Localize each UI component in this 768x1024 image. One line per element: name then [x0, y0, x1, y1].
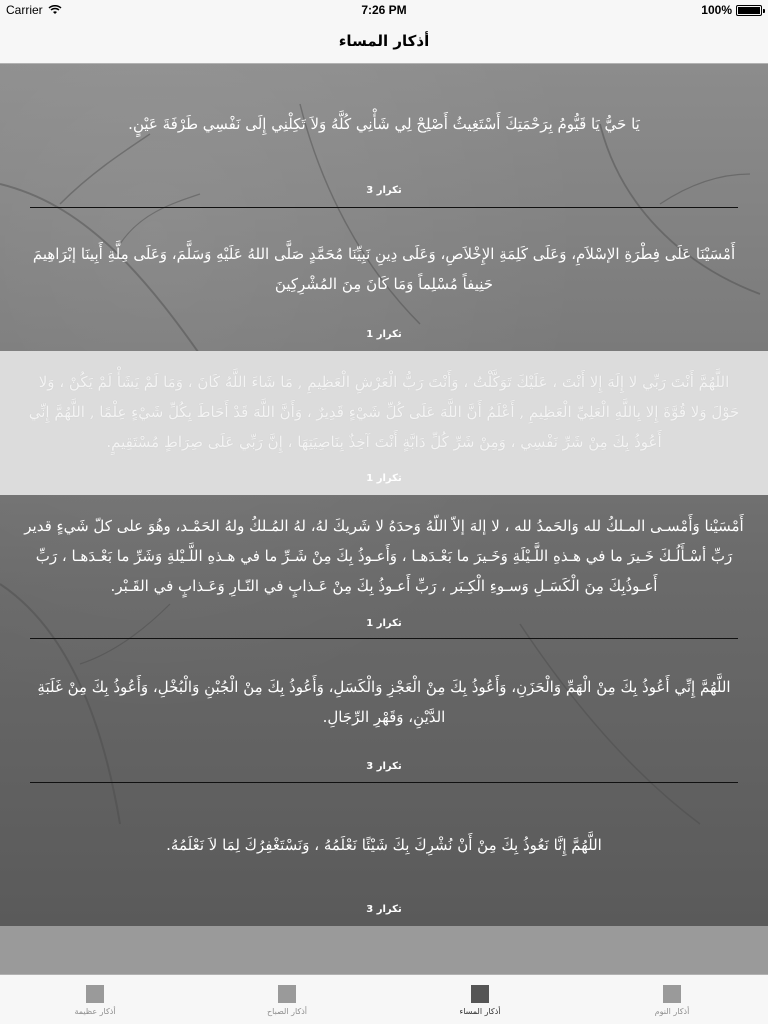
repeat-count: تكرار 1	[366, 329, 402, 340]
tab-label: أذكار الصباح	[266, 1007, 308, 1016]
carrier-label: Carrier	[6, 3, 43, 17]
page-title: أذكار المساء	[338, 32, 430, 50]
repeat-count: تكرار 3	[366, 185, 402, 196]
tab-placeholder-icon	[471, 985, 489, 1003]
tab-label: أذكار المساء	[459, 1007, 501, 1016]
list-footer	[0, 926, 768, 974]
dhikr-card-6[interactable]	[0, 783, 768, 926]
status-right	[701, 3, 762, 17]
tab-evening-adhkar[interactable]	[420, 985, 540, 1016]
tab-label: أذكار عظيمة	[74, 1007, 116, 1016]
dhikr-card-3[interactable]	[0, 351, 768, 495]
repeat-count: تكرار 3	[366, 761, 402, 772]
tab-label: أذكار النوم	[654, 1007, 690, 1016]
dhikr-text: اللَّهُمَّ إِنِّي أَعُوذُ بِكَ مِنْ الْهَمِّ وَالْحَزَنِ، وَأَعُوذُ بِكَ مِنْ الْعَجْزِ وَالْكَسَلِ، وَأَعُوذُ بِكَ مِنْ الْجُبْنِ وَالْبُخْلِ، وَأَعُوذُ بِكَ مِنْ غَلَبَةِ الدَّيْنِ، وَقَهْرِ الرِّجَالِ.	[37, 678, 731, 726]
tab-sleep-adhkar[interactable]	[612, 985, 732, 1016]
dhikr-card-5[interactable]	[0, 639, 768, 783]
status-time: 7:26 PM	[361, 3, 407, 17]
tab-placeholder-icon	[663, 985, 681, 1003]
tab-placeholder-icon	[278, 985, 296, 1003]
dhikr-list[interactable]	[0, 64, 768, 926]
dhikr-card-4[interactable]	[0, 495, 768, 639]
tab-morning-adhkar[interactable]	[227, 985, 347, 1016]
dhikr-card-2[interactable]	[0, 208, 768, 351]
navigation-bar	[0, 20, 768, 64]
battery-percent: 100%	[701, 3, 732, 17]
dhikr-text: اللَّهُمَّ إِنَّا نَعُوذُ بِكَ مِنْ أَنْ نُشْرِكَ بِكَ شَيْئًا نَعْلَمُهُ ، وَنَسْتَغْفِرُكَ لِمَا لاَ نَعْلَمُهُ.	[166, 836, 602, 854]
status-bar	[0, 0, 768, 20]
dhikr-text: أَمْسَيْنا وَأَمْسـى المـلكُ لله وَالحَمدُ لله ، لا إلهَ إلاّ اللّهُ وَحدَهُ لا شَريكَ لهُ، لهُ المُـلكُ ولهُ الحَمْـد، وهُوَ على كلّ شَيءٍ قدير رَبِّ أسْـأَلُـكَ خَـيرَ ما في هـذهِ اللَّـيْلَةِ وَخَـيرَ ما بَعْـدَهـا ، وَأَعـوذُ بِكَ مِنْ شَـرِّ ما في هـذهِ اللَّـيْلةِ وَشَرِّ ما بَعْـدَهـا ، رَبِّ أَعـوذُبِكَ مِنَ الْكَسَـلِ وَسـوءِ الْكِـبَر ، رَبِّ أَعـوذُ بِكَ مِنْ عَـذابٍ في النّـارِ وَعَـذابٍ في القَـبْر.	[24, 517, 744, 595]
repeat-count: تكرار 1	[366, 618, 402, 629]
repeat-count: تكرار 3	[366, 904, 402, 915]
dhikr-text: اللَّهُمَّ أَنْتَ رَبِّي لا إِلَهَ إِلا أَنْتَ ، عَلَيْكَ تَوَكَّلْتُ ، وَأَنْتَ رَبُّ الْعَرْشِ الْعَظِيمِ , مَا شَاءَ اللَّهُ كَانَ ، وَمَا لَمْ يَشَأْ لَمْ يَكُنْ ، وَلا حَوْلَ وَلا قُوَّةَ إِلا بِاللَّهِ الْعَلِيِّ الْعَظِيمِ , أَعْلَمُ أَنَّ اللَّهَ عَلَى كُلِّ شَيْءٍ قَدِيرٌ ، وَأَنَّ اللَّهَ قَدْ أَحَاطَ بِكُلِّ شَيْءٍ عِلْمًا , اللَّهُمَّ إِنِّي أَعُوذُ بِكَ مِنْ شَرِّ نَفْسِي ، وَمِنْ شَرِّ كُلِّ دَابَّةٍ أَنْتَ آخِذٌ بِنَاصِيَتِهَا ، إِنَّ رَبِّي عَلَى صِرَاطٍ مُسْتَقِيمٍ.	[28, 373, 740, 451]
dhikr-text: يَا حَيُّ يَا قَيُّومُ بِرَحْمَتِكَ أَسْتَغِيثُ أَصْلِحْ لِي شَأْنِي كُلَّهُ وَلاَ تَكِلْنِي إِلَى نَفْسِي طَرْفَةَ عَيْنٍ.	[128, 115, 640, 133]
tab-bar	[0, 974, 768, 1024]
repeat-count: تكرار 1	[366, 473, 402, 484]
tab-placeholder-icon	[86, 985, 104, 1003]
dhikr-text: أَمْسَيْنَا عَلَى فِطْرَةِ الإسْلاَمِ، وَعَلَى كَلِمَةِ الإِخْلاَصِ، وَعَلَى دِينِ نَبِيِّنَا مُحَمَّدٍ صَلَّى اللهُ عَلَيْهِ وَسَلَّمَ، وَعَلَى مِلَّةِ أَبِينَا إبْرَاهِيمَ حَنِيفاً مُسْلِماً وَمَا كَانَ مِنَ المُشْرِكِينَ	[32, 245, 736, 293]
dhikr-card-1[interactable]	[0, 64, 768, 208]
battery-icon	[736, 5, 762, 16]
tab-great-adhkar[interactable]	[35, 985, 155, 1016]
